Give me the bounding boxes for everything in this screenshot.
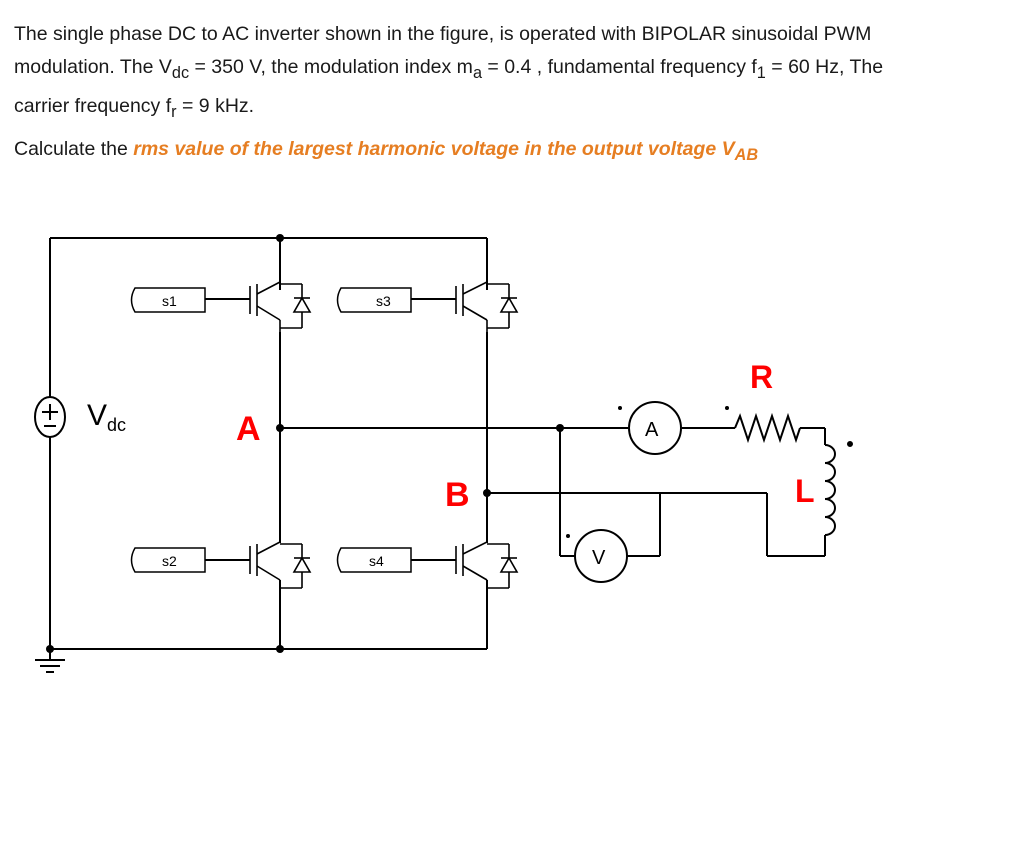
svg-text:V: V <box>592 547 606 569</box>
voltmeter-icon <box>566 530 627 582</box>
question-highlight: rms value of the largest harmonic voltage in the output voltage $V_{AB}$ <box>133 138 759 164</box>
igbt-s3-icon <box>456 282 517 332</box>
resistor-icon <box>725 406 800 440</box>
svg-text:A: A <box>645 419 659 441</box>
ground-icon <box>35 660 65 672</box>
switch-s4 <box>338 548 412 572</box>
svg-text:s1: s1 <box>162 293 177 309</box>
node-b-label: B <box>445 476 470 514</box>
switch-s1 <box>132 288 206 312</box>
inductor-icon <box>825 442 852 535</box>
inductor-label: L <box>795 473 815 509</box>
svg-text:s2: s2 <box>162 553 177 569</box>
question-text: Calculate the rms value of the largest harmonic voltage in the output voltage $V_{AB}$ <box>14 138 759 164</box>
source-label: $V_{dc}$ <box>87 399 127 435</box>
node-a-label: A <box>236 410 261 448</box>
problem-line-3: carrier frequency $f_r = 9$ kHz. <box>14 94 255 121</box>
switch-s2 <box>132 548 206 572</box>
problem-line-2: modulation. The $V_{dc} = 350$ V, the modulation index $m_a = 0.4$ , fundamental frequency $f_1 = 60$ Hz, The <box>14 56 884 82</box>
resistor-label: R <box>750 359 774 395</box>
problem-statement <box>14 18 1014 129</box>
svg-text:s3: s3 <box>376 293 391 309</box>
svg-text:s4: s4 <box>369 553 384 569</box>
inverter-circuit-diagram <box>0 220 1024 720</box>
problem-line-1: The single phase DC to AC inverter shown in the figure, is operated with BIPOLAR sinusoidal PWM <box>14 23 872 45</box>
switch-s3 <box>338 288 412 312</box>
igbt-s1-icon <box>250 282 310 332</box>
dc-source <box>35 397 65 437</box>
